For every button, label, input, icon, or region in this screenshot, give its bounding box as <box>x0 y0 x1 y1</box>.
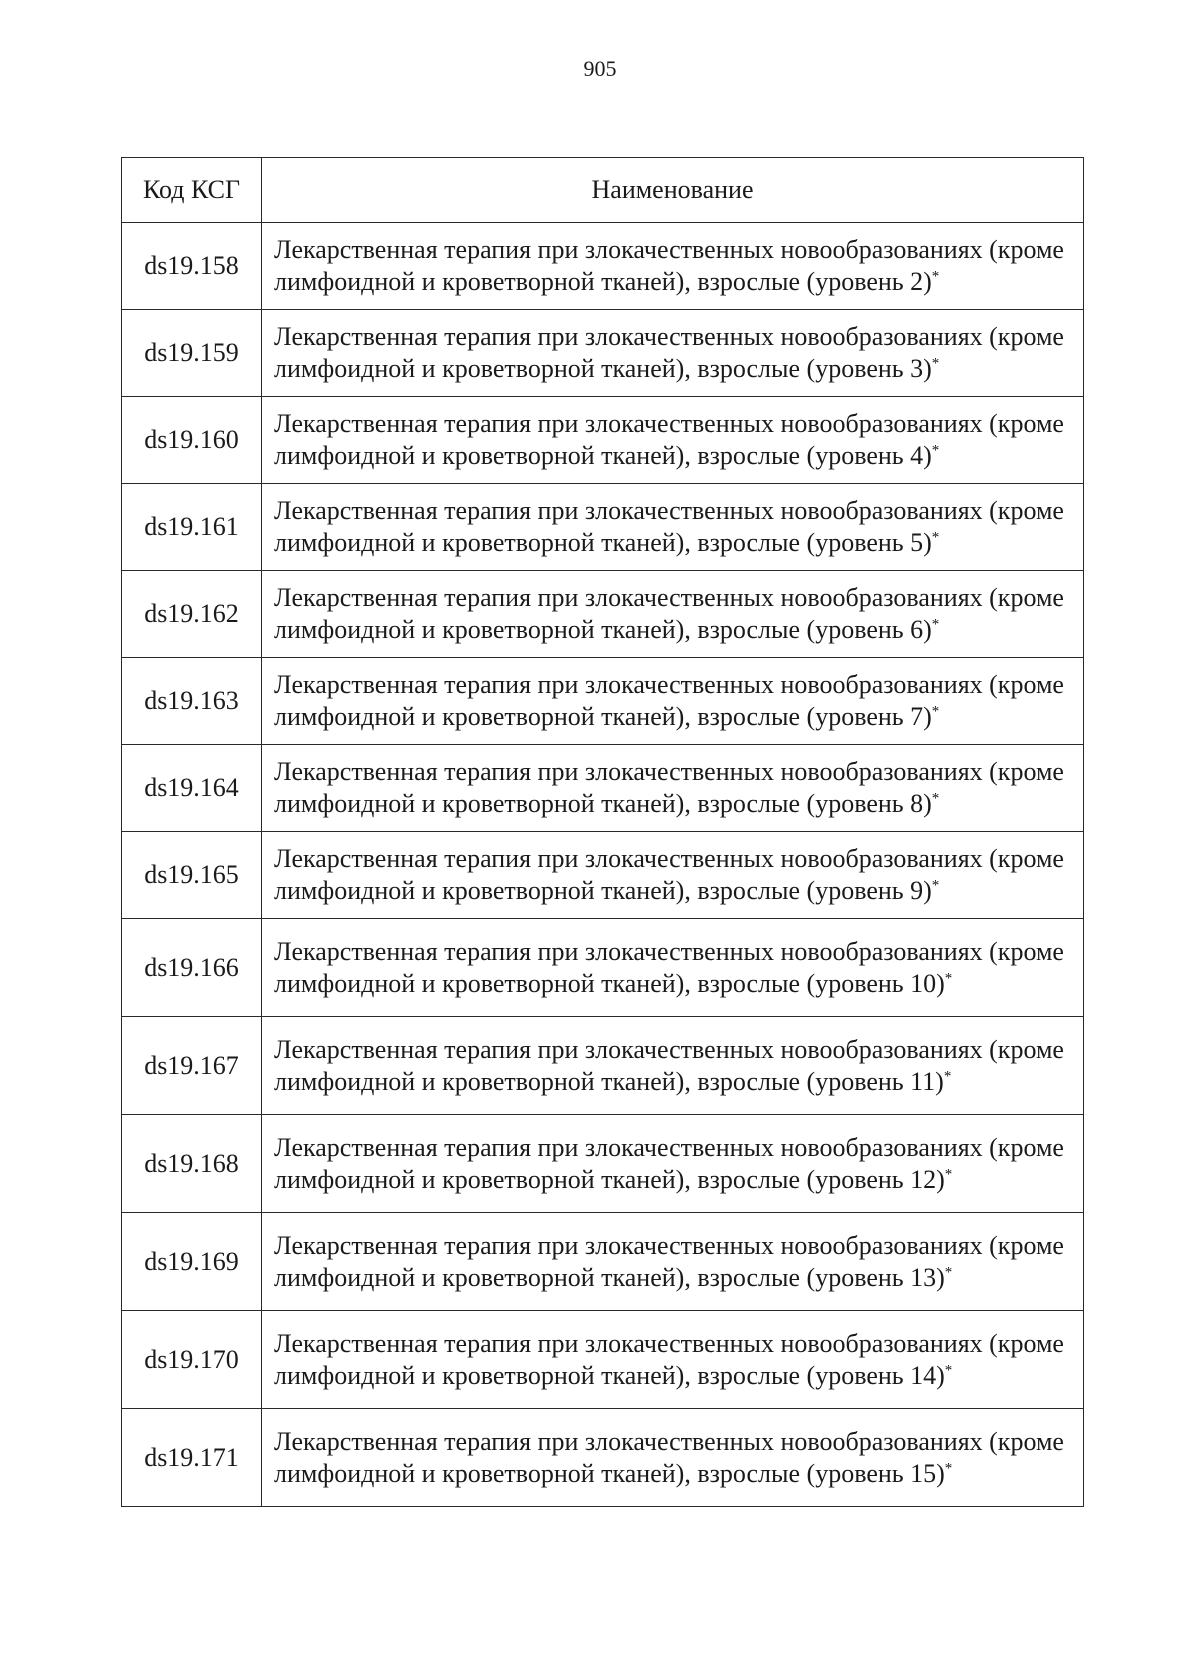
ksg-name-text <box>274 495 1073 559</box>
ksg-name-text <box>274 936 1073 1000</box>
table-row <box>122 571 1084 658</box>
ksg-name-text <box>274 582 1073 646</box>
ksg-name-cell <box>262 745 1084 832</box>
ksg-code-cell: ds19.167 <box>122 1017 262 1115</box>
ksg-name-cell <box>262 832 1084 919</box>
ksg-name: Лекарственная терапия при злокачественных новообразованиях (кроме лимфоидной и кроветворной тканей), взрослые (уровень 10) <box>274 936 1064 998</box>
table-row <box>122 397 1084 484</box>
ksg-name-cell <box>262 571 1084 658</box>
footnote-marker: * <box>944 1165 953 1182</box>
ksg-code-cell: ds19.169 <box>122 1213 262 1311</box>
ksg-name-text <box>274 669 1073 733</box>
ksg-code-cell: ds19.168 <box>122 1115 262 1213</box>
ksg-name-text <box>274 321 1073 385</box>
table-row <box>122 310 1084 397</box>
footnote-marker: * <box>931 877 940 894</box>
ksg-name-cell <box>262 1409 1084 1507</box>
ksg-name: Лекарственная терапия при злокачественных новообразованиях (кроме лимфоидной и кроветворной тканей), взрослые (уровень 8) <box>274 757 1064 818</box>
footnote-marker: * <box>943 1067 952 1084</box>
ksg-name: Лекарственная терапия при злокачественных новообразованиях (кроме лимфоидной и кроветворной тканей), взрослые (уровень 7) <box>274 670 1064 731</box>
ksg-name: Лекарственная терапия при злокачественных новообразованиях (кроме лимфоидной и кроветворной тканей), взрослые (уровень 12) <box>274 1132 1064 1194</box>
ksg-name-cell <box>262 310 1084 397</box>
ksg-name-text <box>274 1132 1073 1196</box>
ksg-code-cell: ds19.164 <box>122 745 262 832</box>
ksg-name-cell <box>262 223 1084 310</box>
column-header-code: Код КСГ <box>122 158 262 223</box>
ksg-code-cell: ds19.162 <box>122 571 262 658</box>
ksg-code-cell: ds19.170 <box>122 1311 262 1409</box>
ksg-name: Лекарственная терапия при злокачественных новообразованиях (кроме лимфоидной и кроветворной тканей), взрослые (уровень 15) <box>274 1426 1064 1488</box>
ksg-name-text <box>274 1426 1073 1490</box>
table-row <box>122 658 1084 745</box>
table-row <box>122 832 1084 919</box>
footnote-marker: * <box>944 1459 953 1476</box>
column-header-name: Наименование <box>262 158 1084 223</box>
ksg-name-cell <box>262 1213 1084 1311</box>
ksg-code-cell: ds19.161 <box>122 484 262 571</box>
table-row <box>122 919 1084 1017</box>
ksg-name: Лекарственная терапия при злокачественных новообразованиях (кроме лимфоидной и кроветворной тканей), взрослые (уровень 3) <box>274 322 1064 383</box>
footnote-marker: * <box>944 1263 953 1280</box>
ksg-name-text <box>274 1230 1073 1294</box>
table-row <box>122 1311 1084 1409</box>
ksg-code-cell: ds19.171 <box>122 1409 262 1507</box>
ksg-code-cell: ds19.160 <box>122 397 262 484</box>
ksg-code-cell: ds19.159 <box>122 310 262 397</box>
ksg-name: Лекарственная терапия при злокачественных новообразованиях (кроме лимфоидной и кроветворной тканей), взрослые (уровень 6) <box>274 583 1064 644</box>
ksg-name-cell <box>262 1017 1084 1115</box>
ksg-name-cell <box>262 1311 1084 1409</box>
table-row <box>122 1409 1084 1507</box>
ksg-code-cell: ds19.166 <box>122 919 262 1017</box>
table-row <box>122 484 1084 571</box>
ksg-name-text <box>274 1328 1073 1392</box>
footnote-marker: * <box>931 529 940 546</box>
table-header-row <box>122 158 1084 223</box>
ksg-name-cell <box>262 484 1084 571</box>
table-row <box>122 745 1084 832</box>
ksg-name: Лекарственная терапия при злокачественных новообразованиях (кроме лимфоидной и кроветворной тканей), взрослые (уровень 14) <box>274 1328 1064 1390</box>
page-number: 905 <box>583 56 617 81</box>
ksg-name-cell <box>262 1115 1084 1213</box>
ksg-name-text <box>274 756 1073 820</box>
table-row <box>122 1017 1084 1115</box>
ksg-name-text <box>274 843 1073 907</box>
footnote-marker: * <box>931 442 940 459</box>
ksg-name-cell <box>262 919 1084 1017</box>
table-row <box>122 1213 1084 1311</box>
ksg-name: Лекарственная терапия при злокачественных новообразованиях (кроме лимфоидной и кроветворной тканей), взрослые (уровень 5) <box>274 496 1064 557</box>
ksg-table <box>121 157 1084 1507</box>
ksg-name-text <box>274 1034 1073 1098</box>
ksg-name: Лекарственная терапия при злокачественных новообразованиях (кроме лимфоидной и кроветворной тканей), взрослые (уровень 11) <box>274 1034 1064 1096</box>
footnote-marker: * <box>944 1361 953 1378</box>
ksg-code-cell: ds19.163 <box>122 658 262 745</box>
footnote-marker: * <box>931 616 940 633</box>
ksg-name: Лекарственная терапия при злокачественных новообразованиях (кроме лимфоидной и кроветворной тканей), взрослые (уровень 4) <box>274 409 1064 470</box>
footnote-marker: * <box>931 790 940 807</box>
table-row <box>122 1115 1084 1213</box>
ksg-name: Лекарственная терапия при злокачественных новообразованиях (кроме лимфоидной и кроветворной тканей), взрослые (уровень 9) <box>274 844 1064 905</box>
ksg-name-cell <box>262 397 1084 484</box>
ksg-name: Лекарственная терапия при злокачественных новообразованиях (кроме лимфоидной и кроветворной тканей), взрослые (уровень 2) <box>274 235 1064 296</box>
footnote-marker: * <box>931 703 940 720</box>
ksg-name-text <box>274 408 1073 472</box>
ksg-name-cell <box>262 658 1084 745</box>
footnote-marker: * <box>931 268 940 285</box>
ksg-code-cell: ds19.165 <box>122 832 262 919</box>
footnote-marker: * <box>944 969 953 986</box>
footnote-marker: * <box>931 355 940 372</box>
ksg-code-cell: ds19.158 <box>122 223 262 310</box>
table-row <box>122 223 1084 310</box>
ksg-name: Лекарственная терапия при злокачественных новообразованиях (кроме лимфоидной и кроветворной тканей), взрослые (уровень 13) <box>274 1230 1064 1292</box>
ksg-name-text <box>274 234 1073 298</box>
